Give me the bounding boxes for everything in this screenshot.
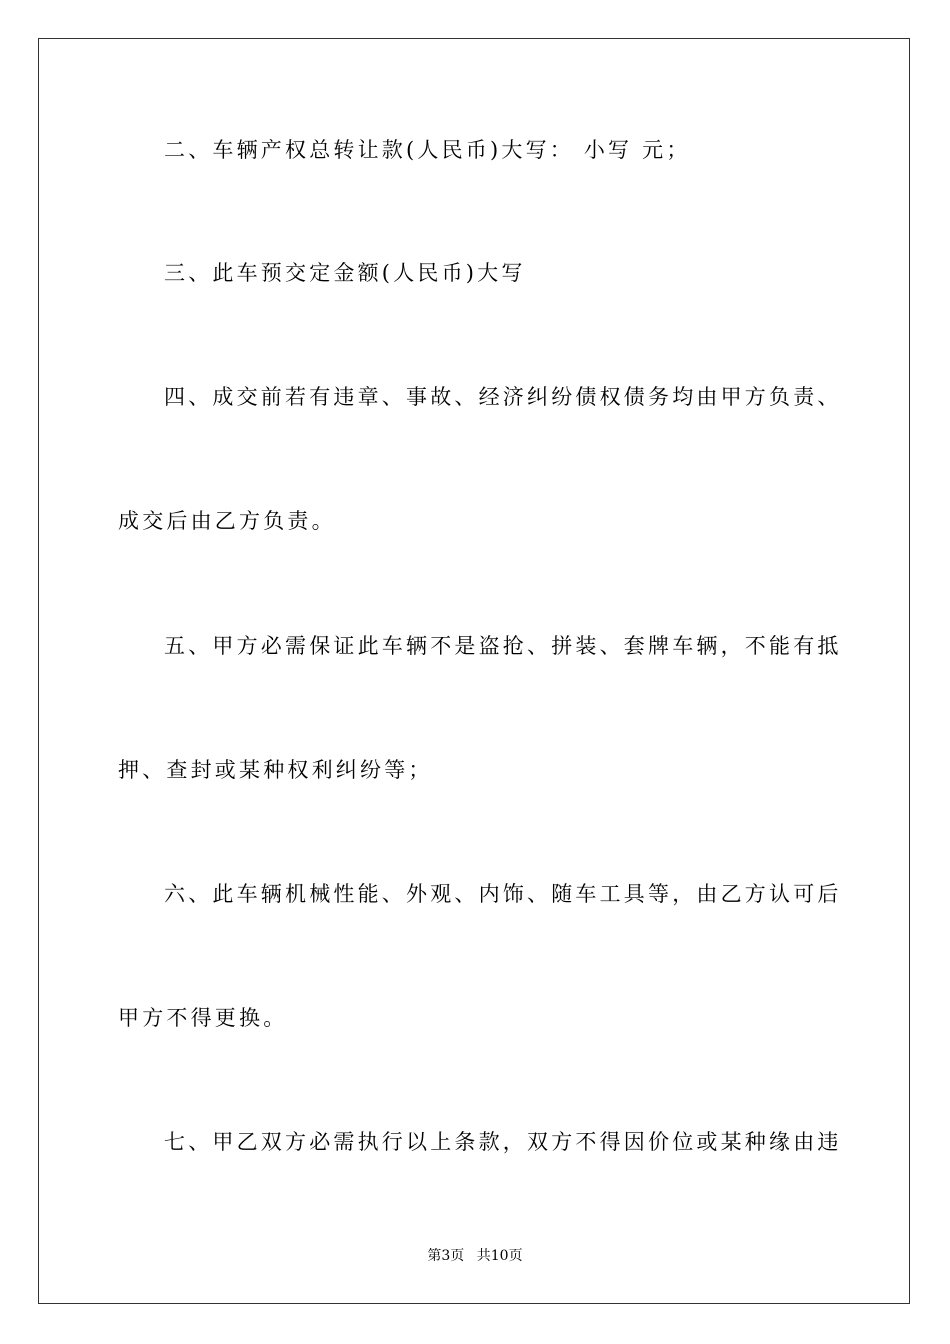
clause-4-line-2: 成交后由乙方负责。: [118, 509, 336, 533]
page-footer: [0, 1246, 950, 1266]
clause-7-line-1: 七、甲乙双方必需执行以上条款，双方不得因价位或某种缘由违: [164, 1130, 842, 1154]
clause-6-line-1: 六、此车辆机械性能、外观、内饰、随车工具等，由乙方认可后: [164, 882, 842, 906]
clause-6-line-2: 甲方不得更换。: [118, 1006, 288, 1030]
clause-4-line-1: 四、成交前若有违章、事故、经济纠纷债权债务均由甲方负责、: [164, 385, 842, 409]
page-total: 共10页: [476, 1248, 523, 1264]
page-number: 第3页: [427, 1248, 465, 1264]
clause-3-line: 三、此车预交定金额(人民币)大写: [164, 261, 526, 285]
clause-5-line-1: 五、甲方必需保证此车辆不是盗抢、拼装、套牌车辆，不能有抵: [164, 634, 842, 658]
page-border: [38, 38, 910, 1304]
clause-2-line: 二、车辆产权总转让款(人民币)大写： 小写 元；: [164, 138, 691, 162]
clause-5-line-2: 押、查封或某种权利纠纷等；: [118, 758, 433, 782]
